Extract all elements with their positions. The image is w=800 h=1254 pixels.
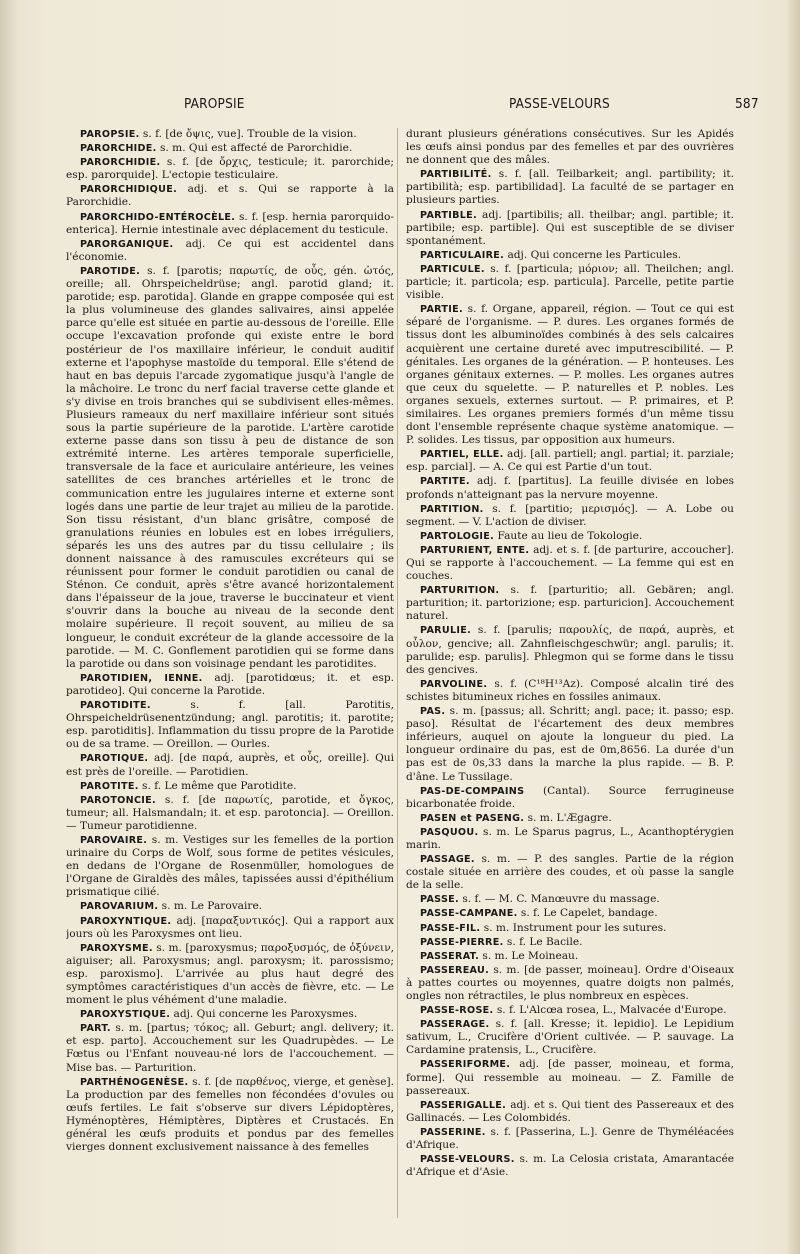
dictionary-entry	[66, 780, 394, 793]
running-header	[0, 96, 800, 120]
entry-headword: PASSE-CAMPANE.	[420, 908, 518, 920]
entry-definition: adj. Qui concerne les Particules.	[504, 248, 682, 261]
dictionary-entry	[406, 584, 734, 623]
entry-headword: PAROTIDE.	[80, 265, 141, 277]
entry-definition: adj. [de passer, moineau, et forma, forme]. Qui ressemble au moineau. — Z. Famille de passereaux.	[406, 1058, 734, 1097]
entry-headword: PARTOLOGIE.	[420, 530, 495, 542]
entry-definition: adj. f. [partitus]. La feuille divisée en lobes profonds n'atteignant pas la nervure moyenne.	[406, 475, 734, 501]
entry-headword: PARTITION.	[420, 503, 484, 515]
entry-headword: PARTHÉNOGENÈSE.	[80, 1076, 189, 1088]
dictionary-entry	[406, 1004, 734, 1017]
header-first-word: PAROPSIE	[184, 96, 245, 112]
entry-headword: PARTIEL, ELLE.	[420, 449, 504, 461]
page-number: 587	[735, 96, 759, 112]
dictionary-entry	[406, 907, 734, 920]
dictionary-entry	[406, 950, 734, 963]
entry-definition: s. f. Le Capelet, bandage.	[517, 907, 658, 920]
entry-definition: s. m. Vestiges sur les femelles de la portion urinaire du Corps de Wolf, sous forme de petites vésicules, en dedans de l'Organe de Rosenmüller, homologues de l'Organe de Giraldès des mâles, tapissées aussi d'épithélium prismatique cilié.	[66, 833, 394, 899]
entry-definition: s. f. [de παρθένος, vierge, et genèse]. La production par des femelles non fécondées d'ovules ou œufs fertiles. Le fait s'observe sur divers Lépidoptères, Hyménoptères, Hémiptères, Diptères et Crustacés. En général les œufs produits et pondus par des femelles vierges donnent exclusivement naissance à des femelles	[66, 1075, 394, 1154]
dictionary-entry	[66, 238, 394, 264]
entry-headword: PARULIE.	[420, 625, 472, 637]
entry-definition: s. f. [parturitio; all. Gebären; angl. parturition; it. partorizione; esp. parturicion]. Accouchement naturel.	[406, 584, 734, 623]
entry-definition: adj. et s. Qui tient des Passereaux et des Gallinacés. — Les Colombidés.	[406, 1098, 734, 1124]
entry-headword: PASSE.	[420, 894, 459, 906]
entry-definition: s. f. L'Alcœa rosea, L., Malvacée d'Europe.	[493, 1004, 727, 1017]
entry-definition: adj. [parotidœus; it. et esp. parotideo]. Qui concerne la Parotide.	[66, 671, 394, 697]
dictionary-entry	[66, 1022, 394, 1074]
entry-headword: PART.	[80, 1023, 111, 1035]
right-column	[406, 128, 734, 1238]
entry-definition: s. f. Le Bacile.	[503, 935, 583, 948]
entry-headword: PAROXYNTIQUE.	[80, 915, 172, 927]
dictionary-entry	[406, 893, 734, 906]
dictionary-entry	[406, 785, 734, 811]
dictionary-entry	[406, 964, 734, 1003]
entry-headword: PASQUOU.	[420, 826, 479, 838]
entry-definition: s. f. [partitio; μερισμός]. — A. Lobe ou segment. — V. L'action de diviser.	[406, 502, 734, 528]
dictionary-entry	[66, 183, 394, 209]
entry-definition: s. m. [partus; τόκος; all. Geburt; angl. delivery; it. et esp. parto]. Accouchement sur les Quadrupèdes. — Le Fœtus ou l'Enfant nouveau-né lors de l'accouchement. — Mise bas. — Parturition.	[66, 1022, 394, 1074]
dictionary-entry	[406, 826, 734, 852]
entry-headword: PASSERAGE.	[420, 1019, 490, 1031]
entry-definition: adj. [de παρά, auprès, et οὖς, oreille]. Qui est près de l'oreille. — Parotidien.	[66, 752, 394, 778]
left-column	[66, 128, 394, 1238]
entry-definition: s. m. — P. des sangles. Partie de la région costale située en arrière des coudes, et où passe la sangle de la selle.	[406, 853, 734, 892]
entry-headword: PARORCHIDE.	[80, 143, 157, 155]
entry-headword: PAROTIQUE.	[80, 753, 149, 765]
entry-definition: s. m. [paroxysmus; παροξυσμός, de ὀξύνειν, aiguiser; all. Paroxysmus; angl. paroxysm; it. parossismo; esp. paroxismo]. L'arrivée au plus haut degré des symptômes caractéristiques d'un accès de fièvre, etc. — Le moment le plus véhément d'une maladie.	[66, 941, 394, 1007]
dictionary-entry	[66, 900, 394, 913]
dictionary-entry	[406, 812, 734, 825]
entry-definition: s. f. Le même que Parotidite.	[138, 779, 297, 792]
entry-headword: PAROTIDITE.	[80, 700, 151, 712]
entry-headword: PAROXYSME.	[80, 942, 153, 954]
entry-definition: durant plusieurs générations consécutives. Sur les Apidés les œufs ainsi pondus par des femelles et par des ouvrières ne donnent que des mâles.	[406, 128, 734, 167]
dictionary-entry	[66, 794, 394, 833]
dictionary-entry	[406, 475, 734, 501]
page-edge-shadow	[786, 0, 800, 1254]
header-last-word: PASSE-VELOURS	[509, 96, 610, 112]
dictionary-entry	[66, 672, 394, 698]
entry-headword: PARVOLINE.	[420, 678, 488, 690]
dictionary-entry	[406, 936, 734, 949]
entry-definition: (Cantal). Source ferrugineuse bicarbonatée froide.	[406, 784, 734, 810]
entry-headword: PAROXYSTIQUE.	[80, 1009, 171, 1021]
dictionary-entry	[406, 1153, 734, 1179]
entry-headword: PARTITE.	[420, 476, 470, 488]
entry-definition: s. f. [all. Teilbarkeit; angl. partibility; it. partibilità; esp. partibilidad]. La faculté de se partager en plusieurs parties.	[406, 168, 734, 207]
entry-headword: PASSERAT.	[420, 950, 480, 962]
dictionary-entry	[406, 209, 734, 248]
entry-headword: PASSE-PIERRE.	[420, 936, 504, 948]
entry-definition: s. m. Qui est affecté de Parorchidie.	[156, 142, 353, 155]
entry-headword: PAS-DE-COMPAINS	[420, 785, 525, 797]
dictionary-entry	[406, 1058, 734, 1097]
entry-headword: PARORCHIDO-ENTÉROCÈLE.	[80, 211, 236, 223]
entry-definition: s. m. [de passer, moineau]. Ordre d'Oiseaux à pattes courtes ou moyennes, quatre doigts non palmés, ongles non rétractiles, le plus nombreux en espèces.	[406, 963, 734, 1002]
dictionary-entry	[406, 168, 734, 207]
entry-headword: PASSEREAU.	[420, 964, 490, 976]
entry-definition: s. m. L'Ægagre.	[524, 811, 612, 824]
entry-headword: PARTICULE.	[420, 263, 485, 275]
entry-definition: s. f. [Passerina, L.]. Genre de Thyméléacées d'Afrique.	[406, 1125, 734, 1152]
dictionary-entry	[406, 922, 734, 935]
entry-definition: s. f. [de παρωτίς, parotide, et ὄγκος, tumeur; all. Halsmandaln; it. et esp. parotoncia]. — Oreillon. — Tumeur parotidienne.	[66, 793, 394, 832]
dictionary-entry	[406, 530, 734, 543]
entry-headword: PASEN et PASENG.	[420, 812, 525, 824]
entry-headword: PARORCHIDIE.	[80, 157, 161, 169]
entry-definition: s. f. [esp. hernia parorquido-enterica]. Hernie intestinale avec déplacement du testicule.	[66, 210, 394, 236]
entry-headword: PASSERIFORME.	[420, 1059, 511, 1071]
dictionary-entry	[66, 1076, 394, 1155]
entry-definition: adj. et s. f. [de parturire, accoucher]. Qui se rapporte à l'accouchement. — La femme qui est en couches.	[406, 543, 734, 583]
entry-headword: PASSAGE.	[420, 854, 475, 866]
dictionary-entry	[66, 699, 394, 751]
entry-definition: s. f. [all. Parotitis, Ohrspeicheldrüsenentzündung; angl. parotitis; it. parotite; esp. parotiditis]. Inflammation du tissu propre de la Parotide ou de sa trame. — Oreillon. — Ourles.	[66, 699, 394, 751]
entry-definition: adj. et s. Qui se rapporte à la Parorchidie.	[66, 183, 394, 209]
entry-headword: PASSERIGALLE.	[420, 1099, 507, 1111]
dictionary-entry	[406, 1126, 734, 1152]
dictionary-entry	[66, 142, 394, 155]
entry-definition: s. f. [parulis; παρουλίς, de παρά, auprès, et οὖλον, gencive; all. Zahnfleischgeschwür; angl. parulis; it. parulide; esp. parulis]. Phlegmon qui se forme dans le tissu des gencives.	[406, 624, 734, 676]
entry-definition: adj. Ce qui est accidentel dans l'économie.	[66, 237, 394, 263]
entry-definition: s. f. [particula; μόριον; all. Theilchen; angl. particle; it. particola; esp. particula]. Parcelle, petite partie visible.	[406, 262, 734, 302]
dictionary-entry	[406, 544, 734, 583]
entry-headword: PASSE-VELOURS.	[420, 1154, 515, 1166]
entry-definition: s. f. [de ὄψις, vue]. Trouble de la vision.	[139, 128, 357, 140]
dictionary-entry	[406, 678, 734, 704]
entry-definition: s. f. Organe, appareil, région. — Tout ce qui est séparé de l'organisme. — P. dures. Les organes formés de tissus dont les albuminoïdes combinés à des sels calcaires acquièrent une certaine dureté avec imputrescibilité. — P. génitales. Les organes de la génération. — P. honteuses. Les organes génitaux externes. — P. molles. Les organes autres que ceux du squelette. — P. naturelles et P. nobles. Les organes sexuels, externes surtout. — P. primaires, et P. similaires. Les organes premiers formés d'un même tissu dont l'ensemble représente chaque système anatomique. — P. solides. Les tissus, par opposition aux humeurs.	[406, 303, 734, 447]
entry-headword: PARTURIENT, ENTE.	[420, 544, 530, 556]
entry-definition: s. f. (C¹⁸H¹³Az). Composé alcalin tiré des schistes bitumineux riches en fossiles animaux.	[406, 677, 734, 703]
dictionary-entry	[406, 303, 734, 447]
entry-headword: PARTIBLE.	[420, 209, 477, 221]
dictionary-entry	[66, 1008, 394, 1021]
entry-definition: adj. [all. partiell; angl. partial; it. parziale; esp. parcial]. — A. Ce qui est Partie d'un tout.	[406, 448, 734, 474]
dictionary-entry	[406, 249, 734, 262]
dictionary-entry	[406, 128, 734, 167]
dictionary-entry	[66, 915, 394, 941]
dictionary-entry	[406, 624, 734, 676]
dictionary-entry	[406, 705, 734, 784]
entry-definition: s. m. Le Parovaire.	[158, 900, 263, 913]
entry-headword: PARTIE.	[420, 304, 463, 316]
entry-definition: s. m. La Celosia cristata, Amarantacée d'Afrique et d'Asie.	[406, 1153, 734, 1179]
dictionary-entry	[406, 503, 734, 529]
dictionary-entry	[66, 834, 394, 899]
entry-headword: PAROPSIE.	[80, 129, 140, 140]
dictionary-entry	[406, 853, 734, 892]
entry-headword: PARTIBILITÉ.	[420, 169, 492, 181]
entry-definition: s. f. [parotis; παρωτίς, de οὖς, gén. ὠτός, oreille; all. Ohrspeicheldrüse; angl. parotid gland; it. parotide; esp. parotida]. Glande en grappe composée qui est la plus volumineuse des glandes salivaires, ainsi appelée parce qu'elle est située en partie au-dessous de l'oreille. Elle occupe l'excavation profonde qui existe entre le bord postérieur de l'os maxillaire inférieur, le conduit auditif externe et l'apophyse mastoïde du temporal. Elle s'étend de haut en bas depuis l'arcade zygomatique jusqu'à l'angle de la mâchoire. Le tronc du nerf facial traverse cette glande et s'y divise en trois branches qui se subdivisent elles-mêmes. Plusieurs rameaux du nerf maxillaire inférieur sont situés sous la partie supérieure de la parotide. L'artère carotide externe passe dans son tissu à peu de distance de son extrémité interne. Les artères temporale superficielle, transversale de la face et auriculaire antérieure, les veines satellites de ces branches artérielles et le tronc de communication entre les jugulaires interne et externe sont logés dans une partie de leur trajet au milieu de la parotide. Son tissu résistant, d'un blanc grisâtre, composé de granulations réunies en lobules est en lobes irréguliers, séparés les uns des autres par du tissu cellulaire ; ils donnent naissance à des ramuscules excréteurs qui se réunissent pour former le conduit parotidien ou canal de Sténon. Ce conduit, après s'être avancé horizontalement dans l'épaisseur de la joue, traverse le buccinateur et vient s'ouvrir dans la bouche au niveau de la seconde dent molaire supérieure. Il reçoit souvent, au milieu de sa longueur, le conduit excréteur de la glande accessoire de la parotide. — M. C. Gonflement parotidien qui se forme dans la parotide ou dans son voisinage pendant les parotidites.	[66, 264, 394, 670]
entry-definition: s. m. Le Moineau.	[479, 949, 579, 962]
dictionary-entry	[66, 156, 394, 182]
entry-definition: s. f. [de ὄρχις, testicule; it. parorchide; esp. parorquide]. L'ectopie testiculaire.	[66, 156, 394, 182]
entry-definition: Faute au lieu de Tokologie.	[494, 529, 643, 542]
entry-headword: PARTURITION.	[420, 585, 500, 597]
entry-headword: PAROTONCIE.	[80, 794, 156, 806]
entry-headword: PAROVAIRE.	[80, 834, 148, 846]
dictionary-entry	[66, 265, 394, 671]
entry-headword: PAROVARIUM.	[80, 901, 159, 913]
dictionary-entry	[406, 448, 734, 474]
dictionary-entry	[406, 263, 734, 302]
column-divider	[397, 128, 398, 1218]
dictionary-entry	[406, 1018, 734, 1057]
entry-headword: PAROTIDIEN, IENNE.	[80, 672, 203, 684]
entry-definition: s. f. [all. Kresse; it. lepidio]. Le Lepidium sativum, L., Crucifère d'Orient cultivée. — P. sauvage. La Cardamine pratensis, L., Crucifère.	[406, 1018, 734, 1057]
dictionary-entry	[66, 752, 394, 778]
entry-headword: PARORGANIQUE.	[80, 238, 174, 250]
entry-definition: adj. Qui concerne les Paroxysmes.	[170, 1008, 358, 1021]
dictionary-entry	[66, 942, 394, 1007]
entry-headword: PARTICULAIRE.	[420, 249, 505, 261]
entry-headword: PAS.	[420, 706, 446, 718]
page-edge-shadow	[0, 0, 18, 1254]
entry-headword: PASSERINE.	[420, 1126, 486, 1138]
dictionary-entry	[66, 211, 394, 237]
entry-headword: PASSE-ROSE.	[420, 1005, 494, 1017]
entry-definition: adj. [παραξυντικός]. Qui a rapport aux jours où les Paroxysmes ont lieu.	[66, 914, 394, 940]
entry-headword: PASSE-FIL.	[420, 922, 481, 934]
entry-definition: adj. [partibilis; all. theilbar; angl. partible; it. partibile; esp. partible]. Qui est susceptible de se diviser spontanément.	[406, 208, 734, 247]
dictionary-entry	[66, 128, 394, 141]
entry-definition: s. m. Le Sparus pagrus, L., Acanthoptérygien marin.	[406, 825, 734, 851]
entry-headword: PARORCHIDIQUE.	[80, 184, 178, 196]
dictionary-entry	[406, 1099, 734, 1125]
entry-headword: PAROTITE.	[80, 780, 139, 792]
entry-definition: s. f. — M. C. Manœuvre du massage.	[458, 893, 660, 906]
entry-definition: s. m. [passus; all. Schritt; angl. pace; it. passo; esp. paso]. Résultat de l'écartement des deux membres inférieurs, auquel on ajoute la longueur du pied. La longueur ordinaire du pas, est de 0m,8656. La durée d'un pas est de 0s,33 dans la marche la plus rapide. — B. P. d'âne. Le Tussilage.	[406, 705, 734, 783]
entry-definition: s. m. Instrument pour les sutures.	[480, 921, 667, 934]
